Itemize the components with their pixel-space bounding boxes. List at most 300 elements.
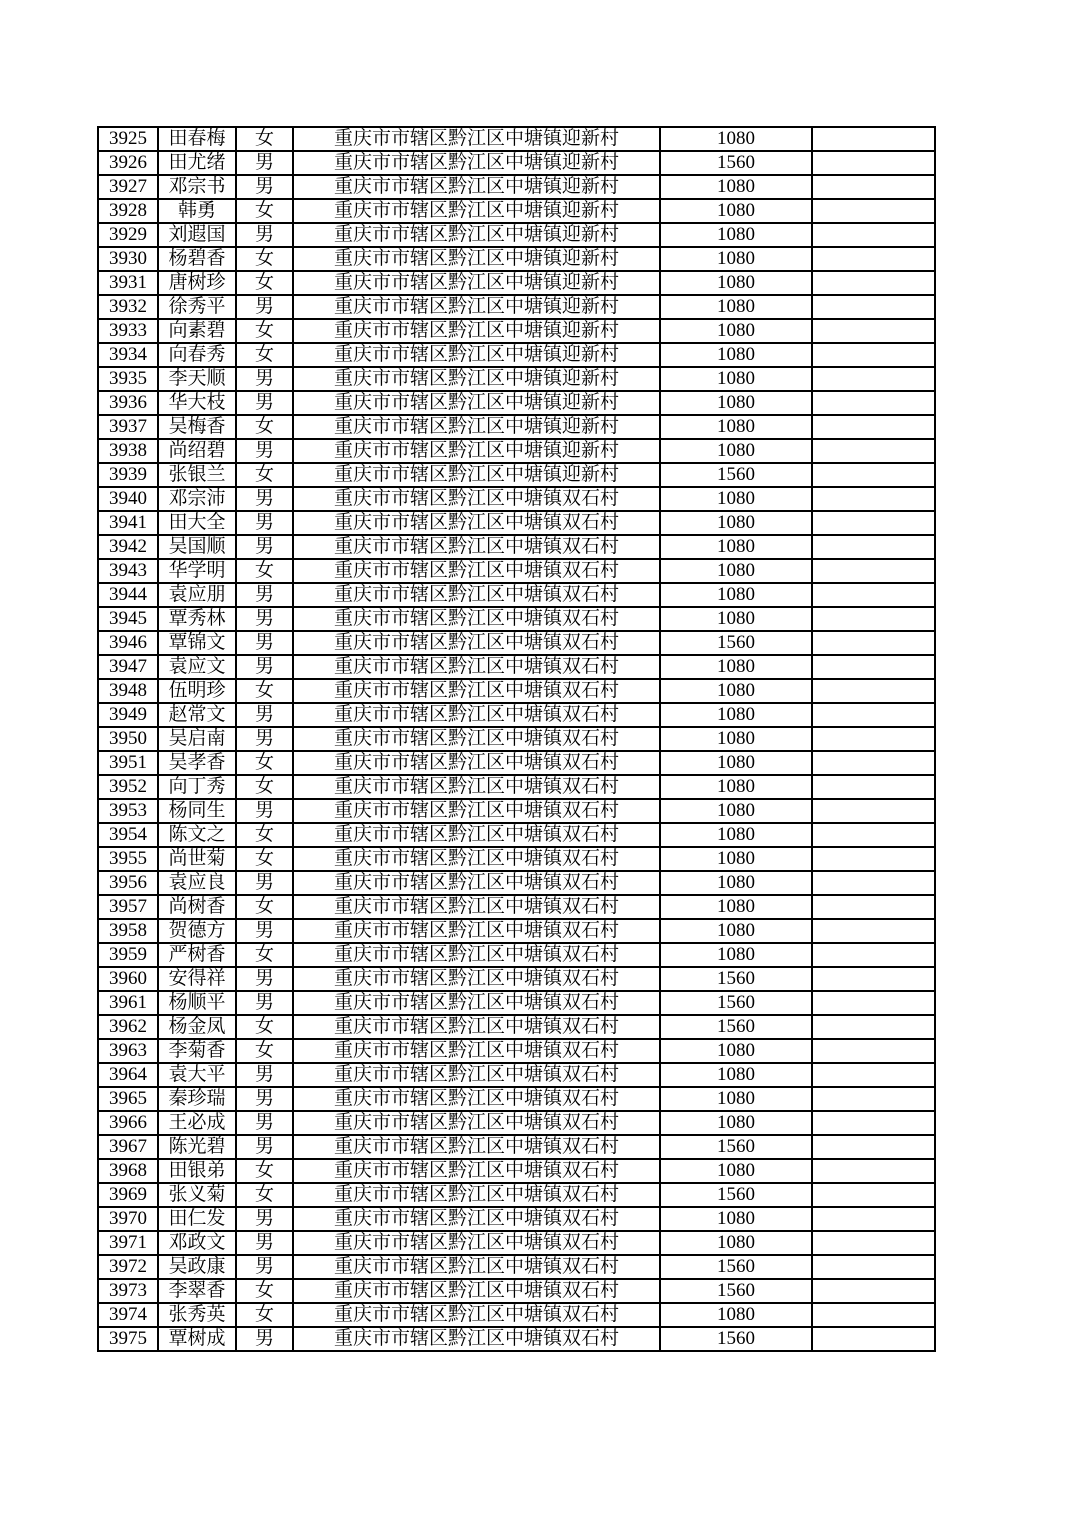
cell-note	[812, 583, 935, 607]
cell-serial: 3933	[98, 319, 158, 343]
cell-note	[812, 727, 935, 751]
cell-amount: 1080	[660, 1063, 812, 1087]
cell-gender: 男	[236, 727, 293, 751]
cell-name: 华学明	[158, 559, 236, 583]
cell-serial: 3942	[98, 535, 158, 559]
cell-name: 尚树香	[158, 895, 236, 919]
cell-amount: 1080	[660, 127, 812, 151]
cell-note	[812, 1303, 935, 1327]
cell-amount: 1080	[660, 847, 812, 871]
cell-amount: 1080	[660, 607, 812, 631]
cell-address: 重庆市市辖区黔江区中塘镇双石村	[293, 487, 660, 511]
table-row	[98, 559, 935, 583]
cell-address: 重庆市市辖区黔江区中塘镇迎新村	[293, 343, 660, 367]
cell-name: 秦珍瑞	[158, 1087, 236, 1111]
table-row	[98, 751, 935, 775]
cell-address: 重庆市市辖区黔江区中塘镇双石村	[293, 1111, 660, 1135]
cell-serial: 3958	[98, 919, 158, 943]
cell-amount: 1560	[660, 631, 812, 655]
cell-name: 伍明珍	[158, 679, 236, 703]
cell-address: 重庆市市辖区黔江区中塘镇迎新村	[293, 271, 660, 295]
cell-address: 重庆市市辖区黔江区中塘镇双石村	[293, 1207, 660, 1231]
cell-amount: 1080	[660, 823, 812, 847]
cell-gender: 男	[236, 799, 293, 823]
cell-amount: 1080	[660, 943, 812, 967]
cell-amount: 1080	[660, 1303, 812, 1327]
table-row	[98, 127, 935, 151]
cell-gender: 男	[236, 583, 293, 607]
cell-note	[812, 1279, 935, 1303]
cell-serial: 3925	[98, 127, 158, 151]
cell-address: 重庆市市辖区黔江区中塘镇双石村	[293, 1015, 660, 1039]
cell-serial: 3968	[98, 1159, 158, 1183]
table-row	[98, 1279, 935, 1303]
table-row	[98, 775, 935, 799]
cell-note	[812, 1183, 935, 1207]
table-row	[98, 1063, 935, 1087]
cell-name: 吴政康	[158, 1255, 236, 1279]
cell-note	[812, 1207, 935, 1231]
cell-gender: 女	[236, 127, 293, 151]
cell-serial: 3926	[98, 151, 158, 175]
cell-address: 重庆市市辖区黔江区中塘镇迎新村	[293, 175, 660, 199]
cell-note	[812, 751, 935, 775]
cell-name: 向丁秀	[158, 775, 236, 799]
cell-gender: 男	[236, 919, 293, 943]
cell-amount: 1080	[660, 775, 812, 799]
cell-gender: 男	[236, 655, 293, 679]
table-row	[98, 607, 935, 631]
cell-serial: 3943	[98, 559, 158, 583]
cell-serial: 3970	[98, 1207, 158, 1231]
cell-amount: 1560	[660, 1327, 812, 1351]
cell-gender: 女	[236, 775, 293, 799]
cell-note	[812, 151, 935, 175]
cell-gender: 女	[236, 247, 293, 271]
cell-name: 邓政文	[158, 1231, 236, 1255]
cell-address: 重庆市市辖区黔江区中塘镇双石村	[293, 991, 660, 1015]
cell-name: 吴梅香	[158, 415, 236, 439]
cell-name: 李天顺	[158, 367, 236, 391]
cell-name: 李菊香	[158, 1039, 236, 1063]
cell-amount: 1080	[660, 727, 812, 751]
cell-name: 吴启南	[158, 727, 236, 751]
cell-gender: 女	[236, 559, 293, 583]
cell-address: 重庆市市辖区黔江区中塘镇迎新村	[293, 439, 660, 463]
cell-name: 田仁发	[158, 1207, 236, 1231]
table-row	[98, 439, 935, 463]
table-row	[98, 247, 935, 271]
cell-name: 华大枝	[158, 391, 236, 415]
cell-note	[812, 535, 935, 559]
cell-gender: 男	[236, 703, 293, 727]
cell-name: 尚绍碧	[158, 439, 236, 463]
cell-serial: 3975	[98, 1327, 158, 1351]
cell-amount: 1080	[660, 1207, 812, 1231]
cell-name: 杨顺平	[158, 991, 236, 1015]
cell-gender: 女	[236, 1159, 293, 1183]
cell-gender: 男	[236, 175, 293, 199]
cell-address: 重庆市市辖区黔江区中塘镇双石村	[293, 1063, 660, 1087]
cell-note	[812, 895, 935, 919]
cell-note	[812, 199, 935, 223]
cell-amount: 1080	[660, 415, 812, 439]
cell-address: 重庆市市辖区黔江区中塘镇双石村	[293, 535, 660, 559]
cell-serial: 3938	[98, 439, 158, 463]
cell-name: 袁大平	[158, 1063, 236, 1087]
cell-note	[812, 439, 935, 463]
cell-gender: 男	[236, 511, 293, 535]
cell-name: 吴孝香	[158, 751, 236, 775]
table-row	[98, 967, 935, 991]
cell-gender: 男	[236, 967, 293, 991]
cell-amount: 1080	[660, 1087, 812, 1111]
cell-gender: 女	[236, 343, 293, 367]
cell-note	[812, 319, 935, 343]
cell-address: 重庆市市辖区黔江区中塘镇双石村	[293, 1039, 660, 1063]
cell-note	[812, 1255, 935, 1279]
cell-serial: 3963	[98, 1039, 158, 1063]
cell-name: 邓宗书	[158, 175, 236, 199]
table-row	[98, 1159, 935, 1183]
cell-name: 田尤绪	[158, 151, 236, 175]
cell-note	[812, 463, 935, 487]
cell-note	[812, 247, 935, 271]
cell-note	[812, 943, 935, 967]
cell-address: 重庆市市辖区黔江区中塘镇双石村	[293, 1183, 660, 1207]
table-row	[98, 703, 935, 727]
cell-serial: 3937	[98, 415, 158, 439]
cell-amount: 1560	[660, 991, 812, 1015]
cell-amount: 1080	[660, 175, 812, 199]
cell-note	[812, 1063, 935, 1087]
cell-serial: 3965	[98, 1087, 158, 1111]
table-row	[98, 727, 935, 751]
table-row	[98, 199, 935, 223]
cell-serial: 3934	[98, 343, 158, 367]
cell-address: 重庆市市辖区黔江区中塘镇迎新村	[293, 415, 660, 439]
cell-address: 重庆市市辖区黔江区中塘镇迎新村	[293, 391, 660, 415]
cell-serial: 3954	[98, 823, 158, 847]
cell-name: 向素碧	[158, 319, 236, 343]
cell-amount: 1560	[660, 1135, 812, 1159]
cell-amount: 1080	[660, 319, 812, 343]
cell-serial: 3941	[98, 511, 158, 535]
cell-serial: 3932	[98, 295, 158, 319]
cell-amount: 1560	[660, 1255, 812, 1279]
table-row	[98, 1327, 935, 1351]
cell-name: 田春梅	[158, 127, 236, 151]
cell-amount: 1080	[660, 799, 812, 823]
cell-note	[812, 679, 935, 703]
cell-address: 重庆市市辖区黔江区中塘镇双石村	[293, 583, 660, 607]
table-row	[98, 919, 935, 943]
cell-note	[812, 1087, 935, 1111]
cell-serial: 3929	[98, 223, 158, 247]
table-row	[98, 991, 935, 1015]
cell-amount: 1560	[660, 151, 812, 175]
cell-amount: 1080	[660, 343, 812, 367]
cell-gender: 女	[236, 463, 293, 487]
cell-address: 重庆市市辖区黔江区中塘镇迎新村	[293, 127, 660, 151]
table-row	[98, 319, 935, 343]
cell-gender: 女	[236, 319, 293, 343]
table-row	[98, 367, 935, 391]
cell-gender: 男	[236, 391, 293, 415]
cell-serial: 3953	[98, 799, 158, 823]
cell-note	[812, 1015, 935, 1039]
cell-gender: 男	[236, 439, 293, 463]
cell-name: 杨碧香	[158, 247, 236, 271]
cell-serial: 3945	[98, 607, 158, 631]
table-row	[98, 655, 935, 679]
cell-amount: 1080	[660, 439, 812, 463]
table-row	[98, 1039, 935, 1063]
table-row	[98, 1135, 935, 1159]
cell-note	[812, 919, 935, 943]
cell-serial: 3936	[98, 391, 158, 415]
cell-serial: 3947	[98, 655, 158, 679]
cell-gender: 男	[236, 367, 293, 391]
cell-note	[812, 175, 935, 199]
cell-address: 重庆市市辖区黔江区中塘镇双石村	[293, 1303, 660, 1327]
cell-amount: 1080	[660, 271, 812, 295]
cell-address: 重庆市市辖区黔江区中塘镇双石村	[293, 607, 660, 631]
cell-note	[812, 1327, 935, 1351]
cell-note	[812, 991, 935, 1015]
table-row	[98, 895, 935, 919]
cell-address: 重庆市市辖区黔江区中塘镇双石村	[293, 919, 660, 943]
cell-gender: 女	[236, 895, 293, 919]
cell-gender: 女	[236, 1183, 293, 1207]
cell-note	[812, 127, 935, 151]
table-row	[98, 343, 935, 367]
cell-name: 袁应文	[158, 655, 236, 679]
cell-amount: 1080	[660, 655, 812, 679]
table-row	[98, 823, 935, 847]
cell-name: 向春秀	[158, 343, 236, 367]
cell-amount: 1080	[660, 199, 812, 223]
table-row	[98, 223, 935, 247]
table-row	[98, 679, 935, 703]
roster-table	[97, 126, 936, 1352]
cell-gender: 男	[236, 871, 293, 895]
cell-address: 重庆市市辖区黔江区中塘镇双石村	[293, 823, 660, 847]
cell-note	[812, 487, 935, 511]
cell-gender: 女	[236, 823, 293, 847]
cell-address: 重庆市市辖区黔江区中塘镇双石村	[293, 967, 660, 991]
cell-address: 重庆市市辖区黔江区中塘镇迎新村	[293, 247, 660, 271]
cell-name: 安得祥	[158, 967, 236, 991]
table-row	[98, 295, 935, 319]
table-row	[98, 391, 935, 415]
table-row	[98, 799, 935, 823]
cell-address: 重庆市市辖区黔江区中塘镇双石村	[293, 655, 660, 679]
cell-gender: 女	[236, 1039, 293, 1063]
cell-note	[812, 1039, 935, 1063]
cell-serial: 3940	[98, 487, 158, 511]
cell-gender: 女	[236, 847, 293, 871]
cell-amount: 1560	[660, 463, 812, 487]
cell-gender: 女	[236, 751, 293, 775]
table-row	[98, 1087, 935, 1111]
cell-note	[812, 391, 935, 415]
cell-amount: 1080	[660, 535, 812, 559]
cell-serial: 3966	[98, 1111, 158, 1135]
cell-gender: 女	[236, 271, 293, 295]
cell-address: 重庆市市辖区黔江区中塘镇双石村	[293, 559, 660, 583]
cell-address: 重庆市市辖区黔江区中塘镇迎新村	[293, 199, 660, 223]
cell-name: 尚世菊	[158, 847, 236, 871]
cell-name: 张义菊	[158, 1183, 236, 1207]
table-body	[98, 127, 935, 1351]
cell-amount: 1080	[660, 751, 812, 775]
cell-note	[812, 295, 935, 319]
cell-note	[812, 1231, 935, 1255]
cell-serial: 3930	[98, 247, 158, 271]
cell-address: 重庆市市辖区黔江区中塘镇双石村	[293, 727, 660, 751]
cell-amount: 1080	[660, 391, 812, 415]
table-row	[98, 631, 935, 655]
cell-gender: 男	[236, 1111, 293, 1135]
cell-name: 邓宗沛	[158, 487, 236, 511]
cell-gender: 男	[236, 535, 293, 559]
cell-gender: 男	[236, 1063, 293, 1087]
cell-amount: 1080	[660, 1159, 812, 1183]
cell-serial: 3962	[98, 1015, 158, 1039]
cell-name: 唐树珍	[158, 271, 236, 295]
cell-gender: 男	[236, 1231, 293, 1255]
cell-gender: 女	[236, 199, 293, 223]
cell-amount: 1080	[660, 559, 812, 583]
cell-address: 重庆市市辖区黔江区中塘镇双石村	[293, 799, 660, 823]
cell-note	[812, 559, 935, 583]
table-row	[98, 1111, 935, 1135]
cell-amount: 1080	[660, 295, 812, 319]
cell-note	[812, 343, 935, 367]
cell-gender: 男	[236, 607, 293, 631]
table-row	[98, 1303, 935, 1327]
cell-serial: 3964	[98, 1063, 158, 1087]
cell-address: 重庆市市辖区黔江区中塘镇双石村	[293, 895, 660, 919]
cell-note	[812, 1111, 935, 1135]
cell-note	[812, 511, 935, 535]
cell-note	[812, 967, 935, 991]
cell-note	[812, 775, 935, 799]
cell-gender: 男	[236, 991, 293, 1015]
cell-amount: 1080	[660, 247, 812, 271]
cell-note	[812, 871, 935, 895]
cell-name: 覃树成	[158, 1327, 236, 1351]
cell-address: 重庆市市辖区黔江区中塘镇双石村	[293, 943, 660, 967]
cell-serial: 3951	[98, 751, 158, 775]
cell-address: 重庆市市辖区黔江区中塘镇双石村	[293, 1135, 660, 1159]
table-row	[98, 415, 935, 439]
cell-name: 覃锦文	[158, 631, 236, 655]
cell-amount: 1560	[660, 967, 812, 991]
table-row	[98, 175, 935, 199]
cell-gender: 男	[236, 295, 293, 319]
cell-amount: 1080	[660, 223, 812, 247]
table-row	[98, 1207, 935, 1231]
cell-serial: 3969	[98, 1183, 158, 1207]
cell-note	[812, 1159, 935, 1183]
cell-address: 重庆市市辖区黔江区中塘镇迎新村	[293, 463, 660, 487]
cell-amount: 1080	[660, 583, 812, 607]
cell-serial: 3967	[98, 1135, 158, 1159]
cell-address: 重庆市市辖区黔江区中塘镇迎新村	[293, 295, 660, 319]
cell-gender: 男	[236, 1255, 293, 1279]
cell-address: 重庆市市辖区黔江区中塘镇双石村	[293, 1231, 660, 1255]
cell-note	[812, 703, 935, 727]
table-row	[98, 463, 935, 487]
cell-serial: 3956	[98, 871, 158, 895]
cell-address: 重庆市市辖区黔江区中塘镇双石村	[293, 679, 660, 703]
cell-amount: 1080	[660, 1231, 812, 1255]
cell-amount: 1080	[660, 511, 812, 535]
cell-amount: 1080	[660, 1039, 812, 1063]
cell-amount: 1080	[660, 1111, 812, 1135]
cell-serial: 3948	[98, 679, 158, 703]
cell-address: 重庆市市辖区黔江区中塘镇迎新村	[293, 151, 660, 175]
cell-note	[812, 1135, 935, 1159]
cell-address: 重庆市市辖区黔江区中塘镇迎新村	[293, 223, 660, 247]
cell-name: 田大全	[158, 511, 236, 535]
cell-serial: 3949	[98, 703, 158, 727]
cell-note	[812, 631, 935, 655]
cell-address: 重庆市市辖区黔江区中塘镇双石村	[293, 871, 660, 895]
cell-serial: 3955	[98, 847, 158, 871]
cell-address: 重庆市市辖区黔江区中塘镇双石村	[293, 1159, 660, 1183]
cell-name: 李翠香	[158, 1279, 236, 1303]
cell-amount: 1560	[660, 1183, 812, 1207]
cell-address: 重庆市市辖区黔江区中塘镇双石村	[293, 631, 660, 655]
cell-address: 重庆市市辖区黔江区中塘镇双石村	[293, 847, 660, 871]
cell-serial: 3950	[98, 727, 158, 751]
cell-gender: 男	[236, 1327, 293, 1351]
cell-gender: 男	[236, 631, 293, 655]
cell-serial: 3959	[98, 943, 158, 967]
table-row	[98, 1183, 935, 1207]
cell-name: 张银兰	[158, 463, 236, 487]
cell-note	[812, 415, 935, 439]
cell-serial: 3939	[98, 463, 158, 487]
cell-note	[812, 607, 935, 631]
cell-address: 重庆市市辖区黔江区中塘镇迎新村	[293, 319, 660, 343]
cell-address: 重庆市市辖区黔江区中塘镇双石村	[293, 1327, 660, 1351]
cell-serial: 3957	[98, 895, 158, 919]
cell-gender: 男	[236, 1135, 293, 1159]
cell-note	[812, 823, 935, 847]
cell-gender: 女	[236, 943, 293, 967]
cell-address: 重庆市市辖区黔江区中塘镇双石村	[293, 751, 660, 775]
cell-serial: 3971	[98, 1231, 158, 1255]
cell-gender: 男	[236, 223, 293, 247]
table-row	[98, 1255, 935, 1279]
cell-name: 韩勇	[158, 199, 236, 223]
cell-serial: 3928	[98, 199, 158, 223]
cell-address: 重庆市市辖区黔江区中塘镇迎新村	[293, 367, 660, 391]
cell-address: 重庆市市辖区黔江区中塘镇双石村	[293, 1255, 660, 1279]
cell-name: 赵常文	[158, 703, 236, 727]
table-row	[98, 1015, 935, 1039]
cell-name: 严树香	[158, 943, 236, 967]
cell-note	[812, 655, 935, 679]
cell-name: 陈光碧	[158, 1135, 236, 1159]
cell-amount: 1080	[660, 703, 812, 727]
table-row	[98, 847, 935, 871]
cell-gender: 女	[236, 1279, 293, 1303]
